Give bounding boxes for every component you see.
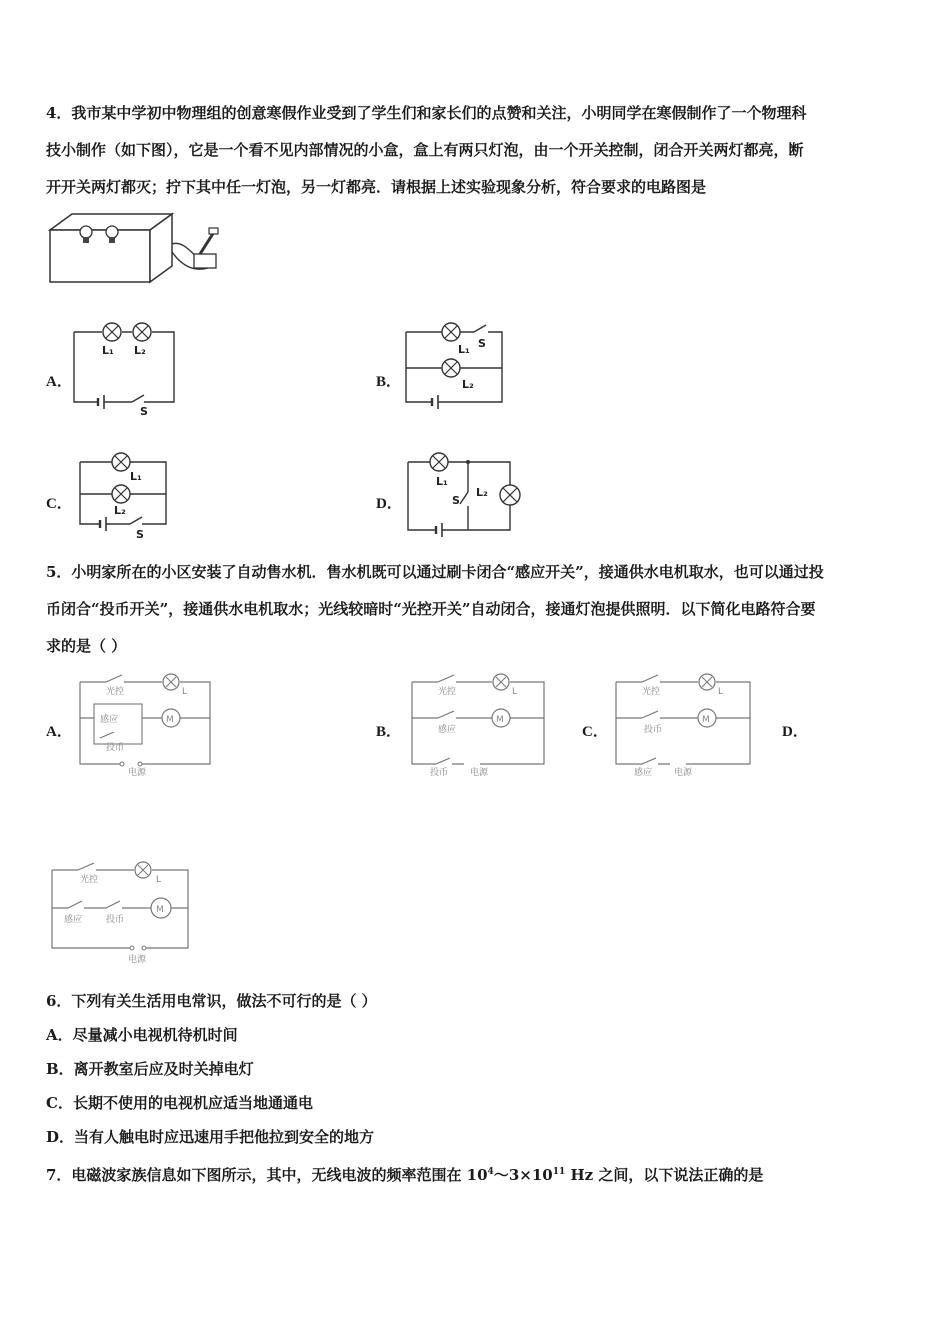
l1-label: L₁	[436, 475, 448, 488]
q4-stem-line-3: 开开关两灯都灭；拧下其中任一灯泡，另一灯都亮．请根据上述实验现象分析，符合要求的电路图是	[46, 178, 707, 196]
power-label: 电源	[128, 955, 147, 965]
lamp-icon	[103, 323, 121, 341]
lamp-icon	[112, 485, 130, 503]
q6-option-c: C．长期不使用的电视机应适当地通通电	[46, 1094, 313, 1112]
lamp-icon	[135, 862, 151, 878]
lamp-icon	[699, 674, 715, 690]
lamp-label: L	[182, 687, 188, 697]
sense-switch-label: 感应	[634, 768, 653, 778]
q7-stem-part-1: 7．电磁波家族信息如下图所示，其中，无线电波的频率范围在 10	[46, 1166, 488, 1184]
lamp-icon	[112, 453, 130, 471]
l2-label: L₂	[114, 504, 126, 517]
power-label: 电源	[128, 768, 147, 778]
q4-device-illustration	[44, 210, 219, 288]
coin-switch-label: 投币	[430, 768, 449, 778]
q4-circuit-c	[80, 452, 170, 544]
q5-stem-line-1: 5．小明家所在的小区安装了自动售水机．售水机既可以通过刷卡闭合“感应开关”，接通供水电机取水，也可以通过投	[46, 563, 824, 581]
lamp-icon	[442, 323, 460, 341]
l2-label: L₂	[462, 378, 474, 391]
light-switch-label: 光控	[80, 875, 99, 885]
power-label: 电源	[674, 768, 693, 778]
switch-label: S	[478, 337, 486, 350]
q5-circuit-a	[76, 672, 216, 776]
q7-stem	[46, 1162, 910, 1185]
q6-option-a: A．尽量减小电视机待机时间	[46, 1026, 238, 1044]
motor-icon	[151, 898, 171, 918]
coin-switch-label: 投币	[106, 743, 125, 753]
switch-label: S	[140, 405, 148, 418]
light-switch-label: 光控	[642, 687, 661, 697]
q5-stem-line-3: 求的是（ ）	[46, 637, 127, 655]
q4-option-d-label: D．	[376, 496, 402, 512]
motor-icon	[492, 709, 510, 727]
l1-label: L₁	[130, 470, 142, 483]
q5-circuit-d	[48, 860, 194, 966]
motor-label: M	[702, 715, 710, 725]
motor-icon	[698, 709, 716, 727]
q4-option-a-label: A．	[46, 374, 72, 390]
q7-stem-part-2: ～3×10	[493, 1166, 553, 1184]
l2-label: L₂	[134, 344, 146, 357]
q5-stem-line-2: 币闭合“投币开关”，接通供水电机取水；光线较暗时“光控开关”自动闭合，接通灯泡提供照明．以下简化电路符合要	[46, 600, 816, 618]
q4-stem-line-2: 技小制作（如下图），它是一个看不见内部情况的小盒，盒上有两只灯泡，由一个开关控制，闭合开关两灯都亮，断	[46, 141, 804, 159]
q6-stem: 6．下列有关生活用电常识，做法不可行的是（ ）	[46, 992, 377, 1010]
q7-stem-part-3: Hz 之间，以下说法正确的是	[565, 1166, 764, 1184]
l1-label: L₁	[102, 344, 114, 357]
sense-switch-label: 感应	[438, 725, 457, 735]
q4-stem-line-1: 4．我市某中学初中物理组的创意寒假作业受到了学生们和家长们的点赞和关注，小明同学在寒假制作了一个物理科	[46, 104, 807, 122]
l1-label: L₁	[458, 343, 470, 356]
lamp-icon	[430, 453, 448, 471]
q6-option-d: D．当有人触电时应迅速用手把他拉到安全的地方	[46, 1128, 375, 1146]
lamp-label: L	[156, 875, 162, 885]
lamp-label: L	[718, 687, 724, 697]
sense-switch-label: 感应	[64, 915, 83, 925]
switch-label: S	[452, 494, 460, 507]
coin-switch-label: 投币	[106, 915, 125, 925]
q4-circuit-d	[408, 452, 526, 536]
lamp-icon	[493, 674, 509, 690]
l2-label: L₂	[476, 486, 488, 499]
lamp-label: L	[512, 687, 518, 697]
q4-circuit-b	[406, 322, 504, 412]
coin-switch-label: 投币	[644, 725, 663, 735]
q4-option-c-label: C．	[46, 496, 72, 512]
q5-option-c-label: C．	[582, 724, 608, 740]
motor-label: M	[496, 715, 504, 725]
lamp-icon	[500, 485, 520, 505]
q5-option-d-label: D．	[782, 724, 808, 740]
q7-exponent-2: 11	[552, 1167, 566, 1177]
q5-option-b-label: B．	[376, 724, 402, 740]
q4-circuit-a	[74, 318, 176, 418]
sense-switch-label: 感应	[100, 715, 119, 725]
light-switch-label: 光控	[106, 687, 125, 697]
q6-option-b: B．离开教室后应及时关掉电灯	[46, 1060, 254, 1078]
motor-icon	[162, 709, 180, 727]
q5-circuit-b	[408, 672, 548, 776]
switch-label: S	[136, 528, 144, 541]
power-label: 电源	[470, 768, 489, 778]
q7-exponent-1: 4	[487, 1167, 494, 1177]
lamp-icon	[163, 674, 179, 690]
q5-circuit-c	[612, 672, 754, 776]
q4-option-b-label: B．	[376, 374, 402, 390]
motor-label: M	[166, 715, 174, 725]
motor-label: M	[156, 905, 164, 915]
lamp-icon	[442, 359, 460, 377]
q5-option-a-label: A．	[46, 724, 72, 740]
light-switch-label: 光控	[438, 687, 457, 697]
lamp-icon	[133, 323, 151, 341]
